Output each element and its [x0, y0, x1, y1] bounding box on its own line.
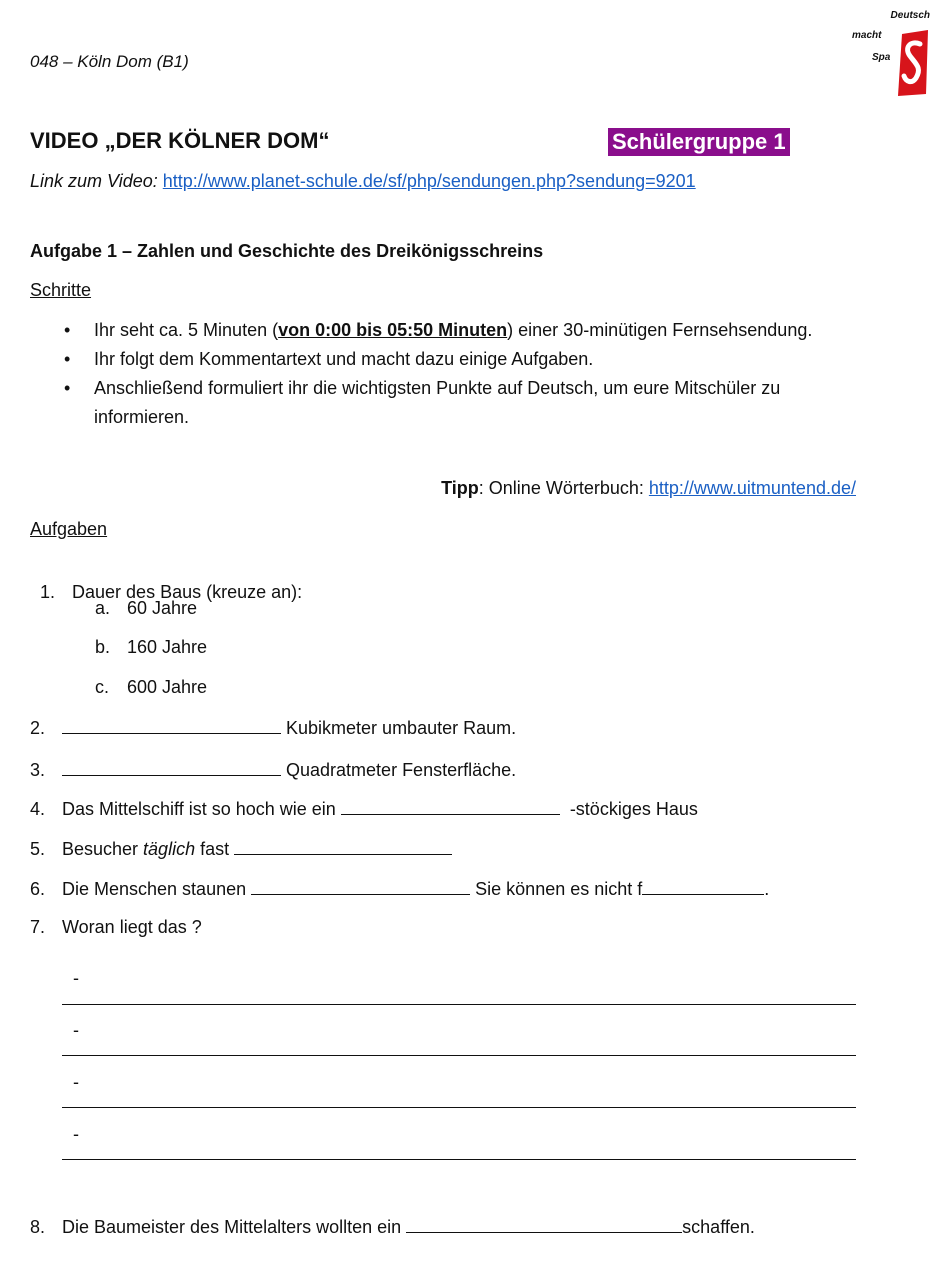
- dictionary-link[interactable]: http://www.uitmuntend.de/: [648, 478, 856, 498]
- question-number: 3.: [30, 760, 46, 780]
- question-text: Quadratmeter Fensterfläche.: [286, 760, 517, 780]
- question-emphasis: täglich: [143, 839, 196, 859]
- answer-blank[interactable]: [642, 878, 764, 895]
- option-b[interactable]: [95, 637, 207, 658]
- answer-blank[interactable]: [341, 798, 560, 815]
- answer-blank[interactable]: [251, 878, 470, 895]
- answer-dash: -: [73, 1072, 79, 1092]
- question-number: 5.: [30, 839, 46, 859]
- option-a[interactable]: [95, 598, 197, 619]
- document-reference: 048 – Köln Dom (B1): [30, 52, 189, 71]
- logo-text-macht: macht: [852, 30, 882, 41]
- steps-list: [62, 316, 852, 432]
- question-number: 7.: [30, 917, 46, 937]
- option-letter: b.: [95, 637, 111, 657]
- answer-line[interactable]: [62, 1004, 856, 1005]
- question-number: 6.: [30, 879, 46, 899]
- question-text: Dauer des Baus (kreuze an):: [72, 582, 303, 602]
- step-item: [62, 316, 852, 345]
- tip-label: Tipp: [441, 478, 479, 498]
- page-title: VIDEO „DER KÖLNER DOM“: [30, 128, 330, 153]
- question-text: Besucher: [62, 839, 144, 859]
- question-2: [30, 717, 516, 739]
- question-text: Die Menschen staunen: [62, 879, 247, 899]
- question-text: .: [764, 879, 770, 899]
- question-7: [30, 917, 202, 938]
- option-letter: c.: [95, 677, 110, 697]
- answer-dash: -: [73, 1124, 79, 1144]
- answer-blank[interactable]: [406, 1216, 682, 1233]
- logo-s-flag-icon: [896, 30, 930, 96]
- question-text: Kubikmeter umbauter Raum.: [286, 718, 517, 738]
- question-1: [30, 561, 302, 603]
- question-number: 8.: [30, 1217, 46, 1237]
- question-4: [30, 798, 698, 820]
- answer-line[interactable]: [62, 1159, 856, 1160]
- step-text: ) einer 30-minütigen Fernsehsendung.: [507, 320, 813, 340]
- steps-heading: Schritte: [30, 280, 92, 300]
- question-8: [30, 1216, 755, 1238]
- step-text: Ihr seht ca. 5 Minuten (: [94, 320, 279, 340]
- question-number: 2.: [30, 718, 46, 738]
- question-number: 1.: [40, 582, 56, 602]
- logo-text-spa: Spa: [872, 52, 891, 63]
- question-3: [30, 759, 516, 781]
- question-text: Woran liegt das ?: [62, 917, 202, 937]
- step-item: • Anschließend formuliert ihr die wichtigsten Punkte auf Deutsch, um eure Mitschüler zu informieren.: [62, 374, 852, 432]
- option-letter: a.: [95, 598, 111, 618]
- step-item: • Ihr folgt dem Kommentartext und macht dazu einige Aufgaben.: [62, 345, 852, 374]
- step-time-range: von 0:00 bis 05:50 Minuten: [278, 320, 508, 340]
- answer-dash: -: [73, 968, 79, 988]
- answer-line[interactable]: [62, 1055, 856, 1056]
- question-text: Die Baumeister des Mittelalters wollten ein: [62, 1217, 402, 1237]
- question-text: schaffen.: [682, 1217, 755, 1237]
- tip-line: [441, 478, 856, 499]
- question-text: Das Mittelschiff ist so hoch wie ein: [62, 799, 336, 819]
- option-text: 160 Jahre: [127, 637, 208, 657]
- question-5: [30, 838, 452, 860]
- video-link-line: [30, 171, 696, 192]
- answer-blank[interactable]: [62, 759, 281, 776]
- question-text: -stöckiges Haus: [569, 799, 698, 819]
- question-text: Sie können es nicht f: [475, 879, 643, 899]
- tasks-heading: Aufgaben: [30, 519, 108, 539]
- option-c[interactable]: [95, 677, 207, 698]
- question-6: [30, 878, 769, 900]
- group-badge: Schülergruppe 1: [608, 128, 790, 156]
- video-link[interactable]: http://www.planet-schule.de/sf/php/sendungen.php?sendung=9201: [162, 171, 696, 191]
- answer-line[interactable]: [62, 1107, 856, 1108]
- question-text: fast: [195, 839, 230, 859]
- task-title: Aufgabe 1 – Zahlen und Geschichte des Dreikönigsschreins: [30, 241, 544, 261]
- answer-blank[interactable]: [62, 717, 281, 734]
- option-text: 600 Jahre: [127, 677, 208, 697]
- deutsch-macht-spass-logo: [852, 10, 932, 96]
- answer-dash: -: [73, 1020, 79, 1040]
- tip-text: : Online Wörterbuch:: [478, 478, 649, 498]
- answer-blank[interactable]: [234, 838, 452, 855]
- option-text: 60 Jahre: [127, 598, 198, 618]
- logo-text-deutsch: Deutsch: [890, 10, 930, 21]
- video-link-label: Link zum Video:: [30, 171, 158, 191]
- question-number: 4.: [30, 799, 46, 819]
